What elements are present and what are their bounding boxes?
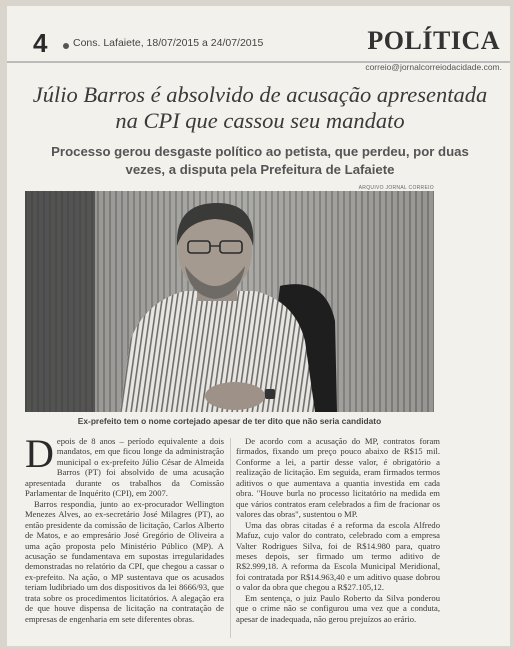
- paragraph: De acordo com a acusação do MP, contratos foram firmados, fixando um preço pouco abaixo de R$15 mil. Conforme a lei, a partir desse valor, é obrigatório a realização de licitação. Em seguida, eram firmados termos aditivos o que aumentava a quantia investida em cada obra. "Houve burla no processo licitatório na medida em que vários contratos eram celebrados a fim de fracionar os valores das obras", sustentou o MP.: [236, 436, 440, 520]
- newspaper-page: [7, 6, 510, 646]
- photo-caption: Ex-prefeito tem o nome cortejado apesar de ter dito que não seria candidato: [77, 416, 382, 426]
- contact-email: correio@jornalcorreiodacidade.com.: [365, 62, 502, 72]
- article-photo: [25, 191, 434, 412]
- article-headline: Júlio Barros é absolvido de acusação apresentada na CPI que cassou seu mandato: [32, 82, 488, 133]
- bullet-icon: [63, 43, 69, 49]
- article-column-right: [236, 436, 440, 624]
- article-column-left: [25, 431, 224, 624]
- edition-dateline: Cons. Lafaiete, 18/07/2015 a 24/07/2015: [73, 37, 264, 49]
- column-divider: [230, 438, 231, 638]
- drop-cap: D: [25, 431, 54, 476]
- section-title: POLÍTICA: [367, 26, 500, 55]
- paragraph: Em sentença, o juiz Paulo Roberto da Silva ponderou que o crime não se configurou uma vez que a conduta, apesar de inadequada, não gerou prejuízos ao erário.: [236, 592, 440, 624]
- article-subhead: Processo gerou desgaste político ao petista, que perdeu, por duas vezes, a disputa pela Prefeitura de Lafaiete: [51, 144, 469, 177]
- paragraph: Uma das obras citadas é a reforma da escola Alfredo Mafuz, cujo valor do contrato, celebrado com a empresa Valter Rodrigues Silva, foi de R$14.980 para, quatro meses depois, ser firmado um termo aditivo de R$2.999,18. A reforma da Escola Municipal Meridional, foi contratada por R$14.963,40 e um aditivo quase dobrou o valor da obra que chegou a R$27.105,12.: [236, 519, 440, 593]
- photo-credit: ARQUIVO JORNAL CORREIO: [358, 185, 434, 191]
- page-header: [7, 6, 510, 72]
- paragraph: Barros respondia, junto ao ex-procurador Wellington Menezes Alves, ao ex-secretário José Milagres (PT), ao então presidente da comissão de licitação, Carlos Alberto de Matos, e ao empresário José Gregório de Oliveira a uma ação proposta pelo Ministério Público (MP). A acusação se fundamentava em supostas irregularidades demonstradas no relatório da CPI, que chegou a cassar o ex-prefeito. Na ação, o MP sustentava que os acusados teriam ludibriado um dos dispositivos da lei 8666/93, que trata sobre os procedimentos licitatórios. A alegação era de que houve dispensa de licitação na contratação de empresas de engenharia em sete diferentes obras.: [25, 498, 224, 624]
- page-number: 4: [33, 28, 48, 58]
- paragraph: Depois de 8 anos – período equivalente a dois mandatos, em que ficou longe da administração municipal o ex-prefeito Júlio César de Almeida Barros (PT) foi absolvido de uma acusação apresentada durante os trabalhos da Comissão Parlamentar de Inquérito (CPI), em 2007.: [25, 431, 224, 499]
- photo-image: [25, 191, 434, 412]
